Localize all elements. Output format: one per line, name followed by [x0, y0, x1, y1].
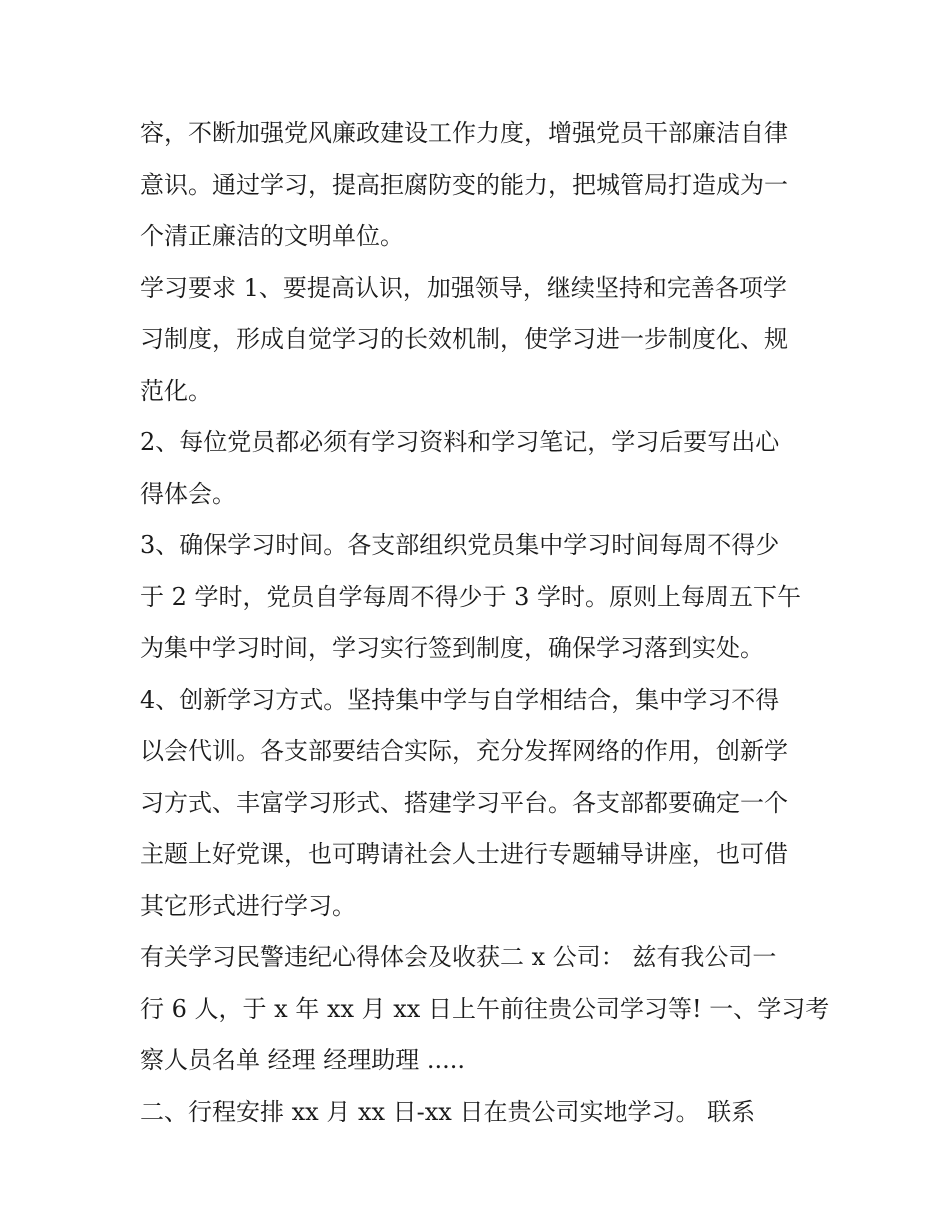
text-line: 2、每位党员都必须有学习资料和学习笔记，学习后要写出心 — [140, 428, 780, 456]
text-line: 主题上好党课，也可聘请社会人士进行专题辅导讲座，也可借 — [140, 840, 788, 868]
text-line: 个清正廉洁的文明单位。 — [140, 222, 404, 250]
text-line: 意识。通过学习，提高拒腐防变的能力，把城管局打造成为一 — [140, 170, 788, 199]
document-body — [140, 108, 830, 1138]
text-line: 其它形式进行学习。 — [140, 891, 356, 920]
text-line: 行 6 人，于 x 年 xx 月 xx 日上午前往贵公司学习等! 一、学习考 — [140, 994, 830, 1023]
text-line: 为集中学习时间，学习实行签到制度，确保学习落到实处。 — [140, 634, 764, 662]
text-line: 二、行程安排 xx 月 xx 日-xx 日在贵公司实地学习。 联系 — [140, 1097, 756, 1126]
text-line: 有关学习民警违纪心得体会及收获二 x 公司： 兹有我公司一 — [140, 943, 777, 971]
text-line: 以会代训。各支部要结合实际，充分发挥网络的作用，创新学 — [140, 737, 788, 765]
text-line: 于 2 学时，党员自学每周不得少于 3 学时。原则上每周五下午 — [140, 582, 802, 611]
text-line: 学习要求 1、要提高认识，加强领导，继续坚持和完善各项学 — [140, 273, 787, 302]
text-line: 4、创新学习方式。坚持集中学与自学相结合，集中学习不得 — [140, 685, 780, 714]
text-line: 范化。 — [140, 376, 212, 405]
text-line: 习制度，形成自觉学习的长效机制，使学习进一步制度化、规 — [140, 325, 788, 353]
text-line: 容，不断加强党风廉政建设工作力度，增强党员干部廉洁自律 — [140, 119, 788, 147]
text-line: 察人员名单 经理 经理助理 ..... — [140, 1046, 466, 1074]
text-line: 得体会。 — [140, 479, 236, 508]
text-line: 习方式、丰富学习形式、搭建学习平台。各支部都要确定一个 — [140, 788, 788, 817]
text-line: 3、确保学习时间。各支部组织党员集中学习时间每周不得少 — [140, 531, 780, 559]
